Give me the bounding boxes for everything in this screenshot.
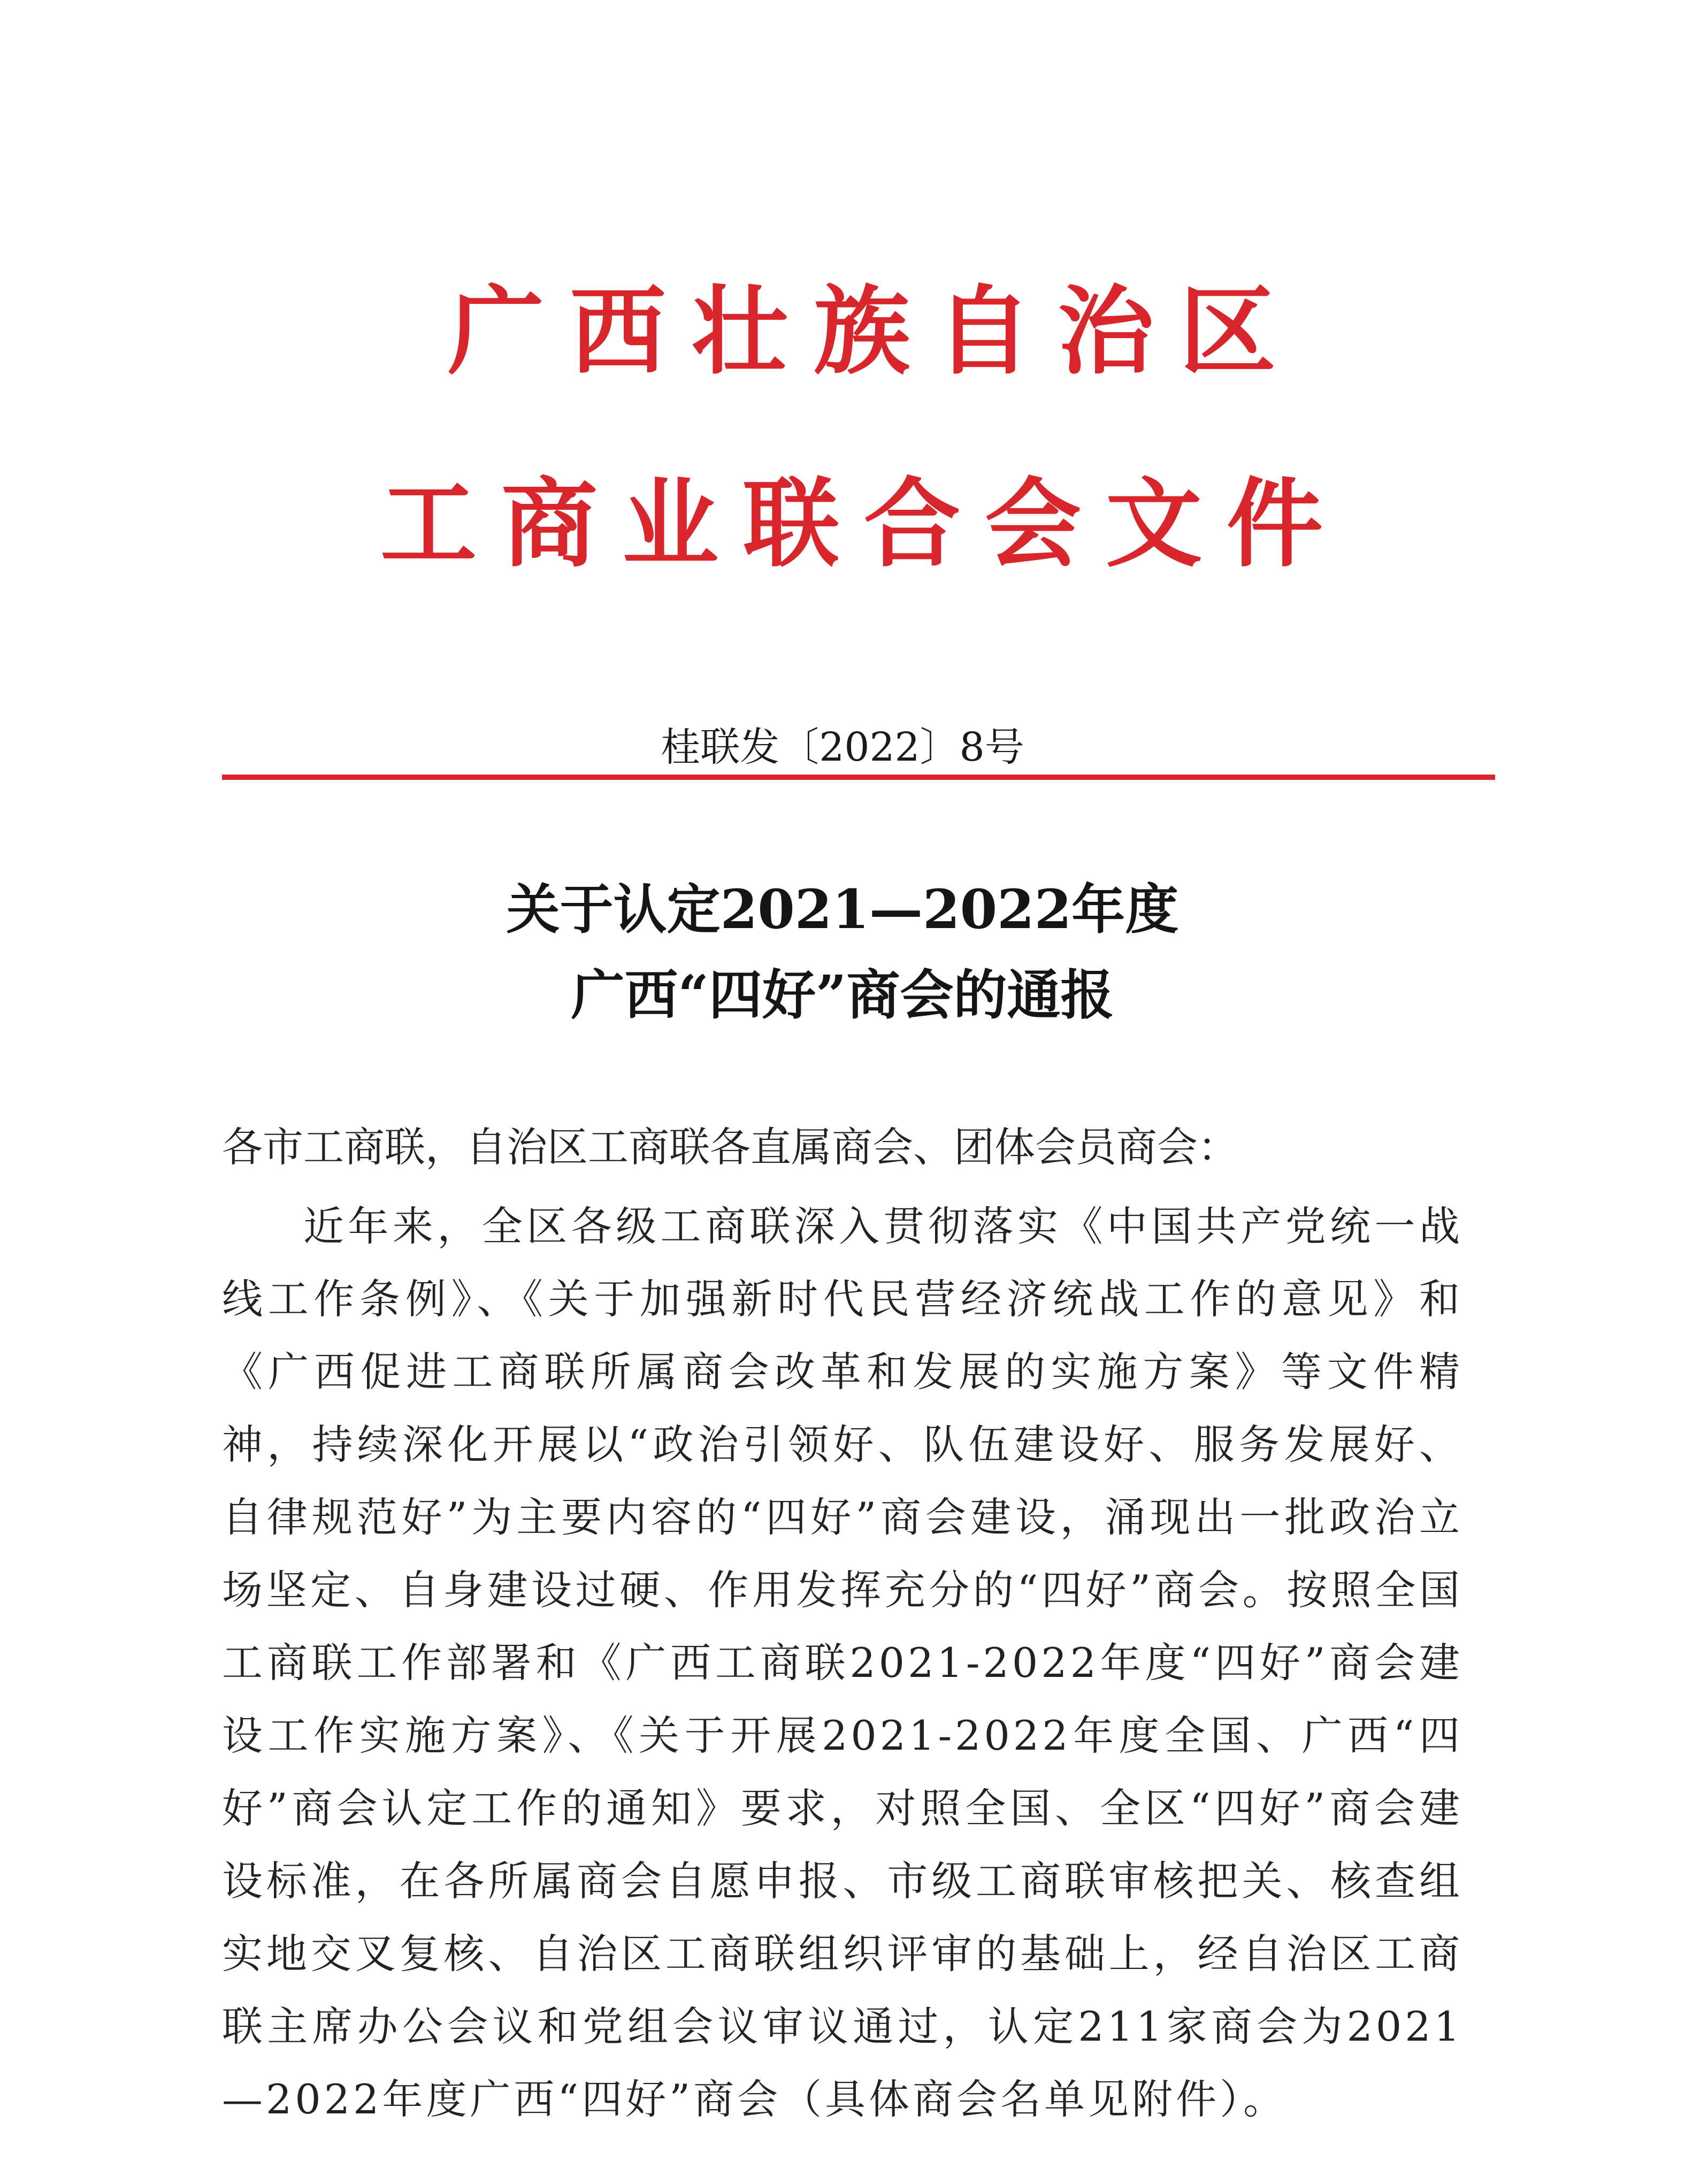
red-separator-line [222, 775, 1495, 780]
body-paragraph: 近年来，全区各级工商联深入贯彻落实《中国共产党统一战线工作条例》、《关于加强新时代民营经济统战工作的意见》和《广西促进工商联所属商会改革和发展的实施方案》等文件精神，持续深化开展以“政治引领好、队伍建设好、服务发展好、自律规范好”为主要内容的“四好”商会建设，涌现出一批政治立场坚定、自身建设过硬、作用发挥充分的“四好”商会。按照全国工商联工作部署和《广西工商联2021-2022年度“四好”商会建设工作实施方案》、《关于开展2021-2022年度全国、广西“四好”商会认定工作的通知》要求，对照全国、全区“四好”商会建设标准，在各所属商会自愿申报、市级工商联审核把关、核查组实地交叉复核、自治区工商联组织评审的基础上，经自治区工商联主席办公会议和党组会议审议通过，认定211家商会为2021—2022年度广西“四好”商会（具体商会名单见附件）。 [222, 1202, 1463, 2123]
document-title-line-2: 广西“四好”商会的通报 [571, 963, 1114, 1026]
salutation: 各市工商联，自治区工商联各直属商会、团体会员商会： [222, 1123, 1238, 1171]
document-number: 桂联发〔2022〕8号 [661, 724, 1024, 770]
issuer-name-line-2: 工商业联合会文件 [380, 468, 1347, 580]
document-title-line-1: 关于认定2021—2022年度 [506, 878, 1179, 941]
issuer-name-line-1: 广西壮族自治区 [447, 275, 1301, 388]
